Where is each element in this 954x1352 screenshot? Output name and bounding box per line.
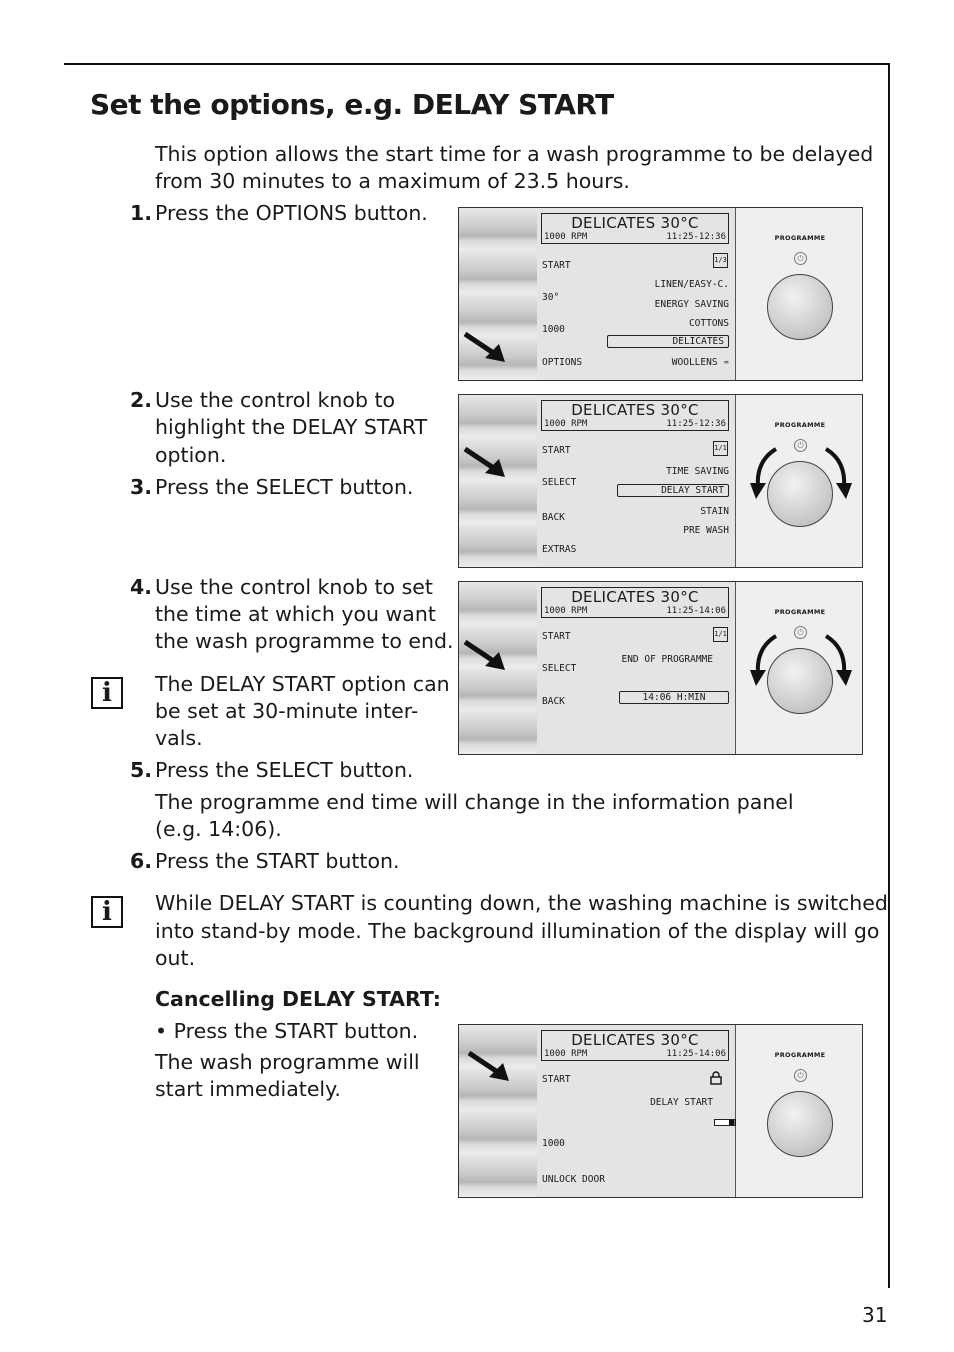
programme-knob xyxy=(767,274,833,340)
programme-title: DELICATES 30°C xyxy=(571,1031,699,1049)
menu-item: TIME SAVING xyxy=(666,466,729,477)
programme-knob xyxy=(767,1091,833,1157)
lock-icon xyxy=(709,1071,723,1085)
softkey-label: 30° xyxy=(542,292,560,303)
end-of-programme-label: END OF PROGRAMME xyxy=(621,654,713,665)
softkey-label: OPTIONS xyxy=(542,357,583,368)
softkey-label: START xyxy=(542,1074,571,1085)
page-number: 31 xyxy=(862,1303,888,1327)
lcd-display xyxy=(537,582,736,754)
menu-item-highlighted: DELICATES xyxy=(607,335,729,348)
step-text: highlight the DELAY START xyxy=(155,415,428,439)
softkey-label: UNLOCK DOOR xyxy=(542,1174,605,1185)
cancel-text: • Press the START button. xyxy=(155,1019,419,1043)
knob-area xyxy=(736,395,862,567)
time-range: 11:25-14:06 xyxy=(666,606,726,616)
cancel-heading: Cancelling DELAY START: xyxy=(155,987,441,1011)
press-arrow-icon xyxy=(461,328,511,368)
knob-area xyxy=(736,582,862,754)
menu-item: PRE WASH xyxy=(683,525,729,536)
knob-area xyxy=(736,1025,862,1197)
knob-label: PROGRAMME xyxy=(774,421,826,429)
menu-item: STAIN xyxy=(700,506,729,517)
note-text: vals. xyxy=(155,726,203,750)
knob-area xyxy=(736,208,862,380)
lcd-display xyxy=(537,208,736,380)
power-icon: ⏻ xyxy=(794,1069,807,1082)
rotate-arrows-icon xyxy=(746,618,856,708)
step-text: Use the control knob to xyxy=(155,388,396,412)
step-number: 3. xyxy=(129,475,152,499)
info-icon: i xyxy=(91,896,123,928)
lcd-display xyxy=(537,395,736,567)
step-number: 1. xyxy=(129,201,152,225)
step-text: the wash programme to end. xyxy=(155,629,454,653)
power-icon: ⏻ xyxy=(794,626,807,639)
step-text: Use the control knob to set xyxy=(155,575,433,599)
note-text: out. xyxy=(155,946,196,970)
power-icon: ⏻ xyxy=(794,439,807,452)
step-number: 2. xyxy=(129,388,152,412)
page-indicator-icon: 1/1 xyxy=(713,627,728,642)
display-panel-countdown xyxy=(458,1024,863,1198)
step-detail: The programme end time will change in the information panel xyxy=(155,790,794,814)
top-rule xyxy=(64,63,890,65)
right-rule xyxy=(888,63,890,1288)
lcd-title-box xyxy=(541,1030,729,1061)
softkey-label: SELECT xyxy=(542,477,577,488)
time-range: 11:25-12:36 xyxy=(666,232,726,242)
note-text: While DELAY START is counting down, the washing machine is switched xyxy=(155,891,888,915)
step-detail: (e.g. 14:06). xyxy=(155,817,282,841)
end-time-value: 14:06 H:MIN xyxy=(619,691,729,704)
menu-item: WOOLLENS ♒ xyxy=(671,357,729,368)
knob-label: PROGRAMME xyxy=(774,608,826,616)
menu-item: LINEN/EASY-C. xyxy=(654,279,729,290)
softkey-label: BACK xyxy=(542,696,565,707)
rotate-arrows-icon xyxy=(746,431,856,521)
softkey-label: START xyxy=(542,631,571,642)
intro-line-1: This option allows the start time for a wash programme to be delayed xyxy=(155,142,874,166)
lcd-title-box xyxy=(541,587,729,618)
step-number: 5. xyxy=(129,758,152,782)
softkey-label: EXTRAS xyxy=(542,544,577,555)
lcd-display xyxy=(537,1025,736,1197)
cancel-text: start immediately. xyxy=(155,1077,341,1101)
step-text: Press the OPTIONS button. xyxy=(155,201,428,225)
step-text: Press the START button. xyxy=(155,849,400,873)
step-number: 4. xyxy=(129,575,152,599)
programme-title: DELICATES 30°C xyxy=(571,214,699,232)
page-indicator-icon: 1/3 xyxy=(713,253,728,268)
menu-item: ENERGY SAVING xyxy=(654,299,729,310)
menu-item: COTTONS xyxy=(688,318,729,329)
softkey-label: BACK xyxy=(542,512,565,523)
spin-speed: 1000 RPM xyxy=(544,606,588,616)
softkey-label: 1000 xyxy=(542,324,565,335)
info-icon: i xyxy=(91,677,123,709)
page-indicator-icon: 1/1 xyxy=(713,441,728,456)
menu-item-highlighted: DELAY START xyxy=(617,484,729,497)
time-range: 11:25-12:36 xyxy=(666,419,726,429)
step-text: option. xyxy=(155,443,227,467)
lcd-title-box xyxy=(541,213,729,244)
softkey-label: 1000 xyxy=(542,1138,565,1149)
softkey-label: START xyxy=(542,445,571,456)
lcd-title-box xyxy=(541,400,729,431)
intro-line-2: from 30 minutes to a maximum of 23.5 hours. xyxy=(155,169,630,193)
programme-title: DELICATES 30°C xyxy=(571,401,699,419)
page-title: Set the options, e.g. DELAY START xyxy=(90,88,614,121)
display-panel-delay-start xyxy=(458,394,863,568)
display-panel-end-time xyxy=(458,581,863,755)
softkey-label: SELECT xyxy=(542,663,577,674)
step-number: 6. xyxy=(129,849,152,873)
step-text: Press the SELECT button. xyxy=(155,758,414,782)
step-text: Press the SELECT button. xyxy=(155,475,414,499)
time-range: 11:25-14:06 xyxy=(666,1049,726,1059)
programme-title: DELICATES 30°C xyxy=(571,588,699,606)
softkey-label: START xyxy=(542,260,571,271)
spin-speed: 1000 RPM xyxy=(544,232,588,242)
press-arrow-icon xyxy=(461,636,511,676)
spin-speed: 1000 RPM xyxy=(544,1049,588,1059)
note-text: into stand-by mode. The background illumination of the display will go xyxy=(155,919,880,943)
note-text: The DELAY START option can xyxy=(155,672,450,696)
delay-start-label: DELAY START xyxy=(650,1097,713,1108)
press-arrow-icon xyxy=(461,443,511,483)
note-text: be set at 30-minute inter- xyxy=(155,699,419,723)
knob-label: PROGRAMME xyxy=(774,1051,826,1059)
display-panel-options xyxy=(458,207,863,381)
press-arrow-icon xyxy=(465,1047,515,1087)
knob-label: PROGRAMME xyxy=(774,234,826,242)
spin-speed: 1000 RPM xyxy=(544,419,588,429)
power-icon: ⏻ xyxy=(794,252,807,265)
cancel-text: The wash programme will xyxy=(155,1050,420,1074)
step-text: the time at which you want xyxy=(155,602,436,626)
